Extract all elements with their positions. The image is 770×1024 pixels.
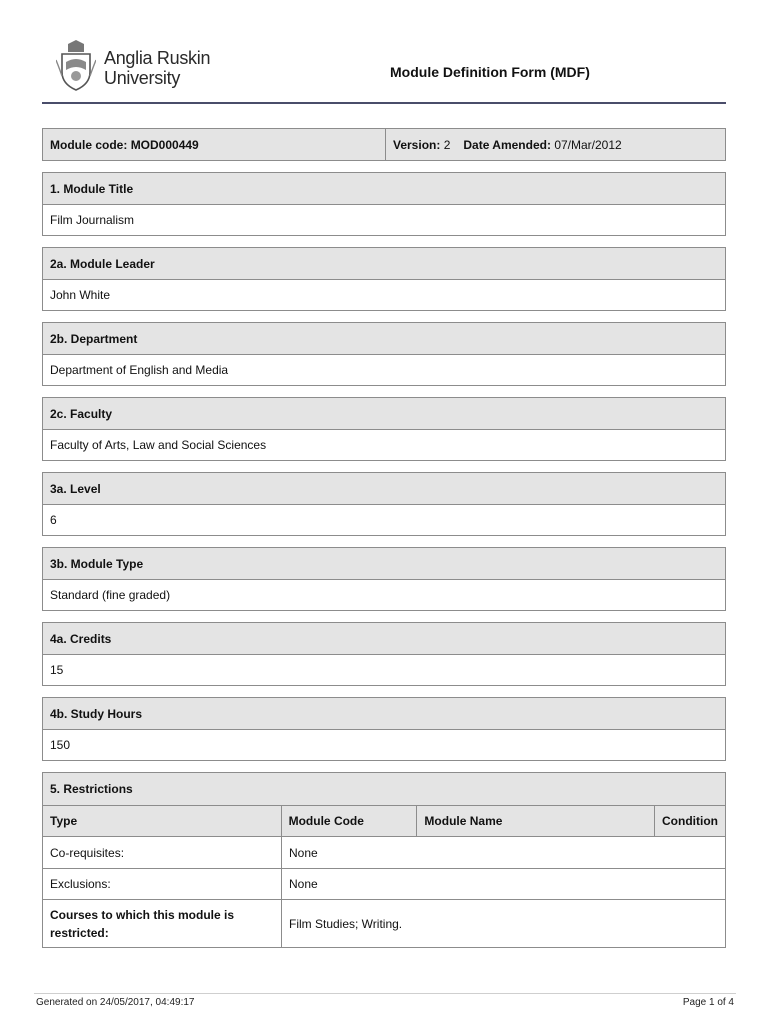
header-divider <box>42 102 726 104</box>
restrictions-title: 5. Restrictions <box>43 773 725 806</box>
university-logo <box>56 40 226 92</box>
section-header: 1. Module Title <box>43 173 725 205</box>
form-title: Module Definition Form (MDF) <box>390 64 590 80</box>
column-header-condition: Condition <box>662 814 718 828</box>
section-credits <box>42 622 726 686</box>
section-value: John White <box>50 288 111 302</box>
column-header-module-name: Module Name <box>417 806 655 836</box>
section-header: 4b. Study Hours <box>43 698 725 730</box>
version-date-cell <box>386 129 725 160</box>
crest-icon <box>56 40 96 92</box>
column-header-module-code: Module Code <box>282 806 418 836</box>
section-module-leader <box>42 247 726 311</box>
restrictions-table <box>42 772 726 948</box>
section-header: 2b. Department <box>43 323 725 355</box>
section-value: Faculty of Arts, Law and Social Sciences <box>50 438 267 452</box>
column-header-type: Type <box>43 806 282 836</box>
section-department <box>42 322 726 386</box>
section-value: Film Journalism <box>50 213 135 227</box>
date-amended-value: 07/Mar/2012 <box>554 137 622 152</box>
version-value: 2 <box>443 137 451 152</box>
section-header: 3b. Module Type <box>43 548 725 580</box>
footer-divider <box>34 993 736 994</box>
section-header: 2a. Module Leader <box>43 248 725 280</box>
university-name <box>104 48 210 88</box>
table-row <box>43 900 725 947</box>
module-code-label: Module code: <box>50 137 128 152</box>
module-info-box <box>42 128 726 161</box>
section-header: 3a. Level <box>43 473 725 505</box>
section-value: 150 <box>50 738 71 752</box>
generated-timestamp: Generated on 24/05/2017, 04:49:17 <box>36 997 195 1008</box>
row-type: Co-requisites: <box>43 837 282 868</box>
row-type: Exclusions: <box>43 869 282 899</box>
section-value: 6 <box>50 513 57 527</box>
table-row <box>43 837 725 869</box>
table-row <box>43 869 725 900</box>
row-value: None <box>289 845 318 860</box>
section-value: 15 <box>50 663 64 677</box>
section-value: Department of English and Media <box>50 363 229 377</box>
section-level <box>42 472 726 536</box>
date-amended-label: Date Amended: <box>463 137 551 152</box>
section-header: 4a. Credits <box>43 623 725 655</box>
row-value: None <box>289 877 318 891</box>
version-label: Version: <box>393 137 441 152</box>
university-name-line1: Anglia Ruskin <box>104 48 211 68</box>
module-info-row <box>43 129 725 160</box>
module-code-cell <box>43 129 386 160</box>
section-header: 2c. Faculty <box>43 398 725 430</box>
section-value: Standard (fine graded) <box>50 588 171 602</box>
module-code-value: MOD000449 <box>130 137 199 152</box>
section-module-type <box>42 547 726 611</box>
row-type: Courses to which this module is restricted: <box>43 900 282 947</box>
university-name-line2: University <box>104 68 181 88</box>
row-value: Film Studies; Writing. <box>289 916 403 931</box>
section-module-title <box>42 172 726 236</box>
section-study-hours <box>42 697 726 761</box>
page-number: Page 1 of 4 <box>682 997 734 1008</box>
restrictions-header-row <box>43 806 725 837</box>
section-faculty <box>42 397 726 461</box>
